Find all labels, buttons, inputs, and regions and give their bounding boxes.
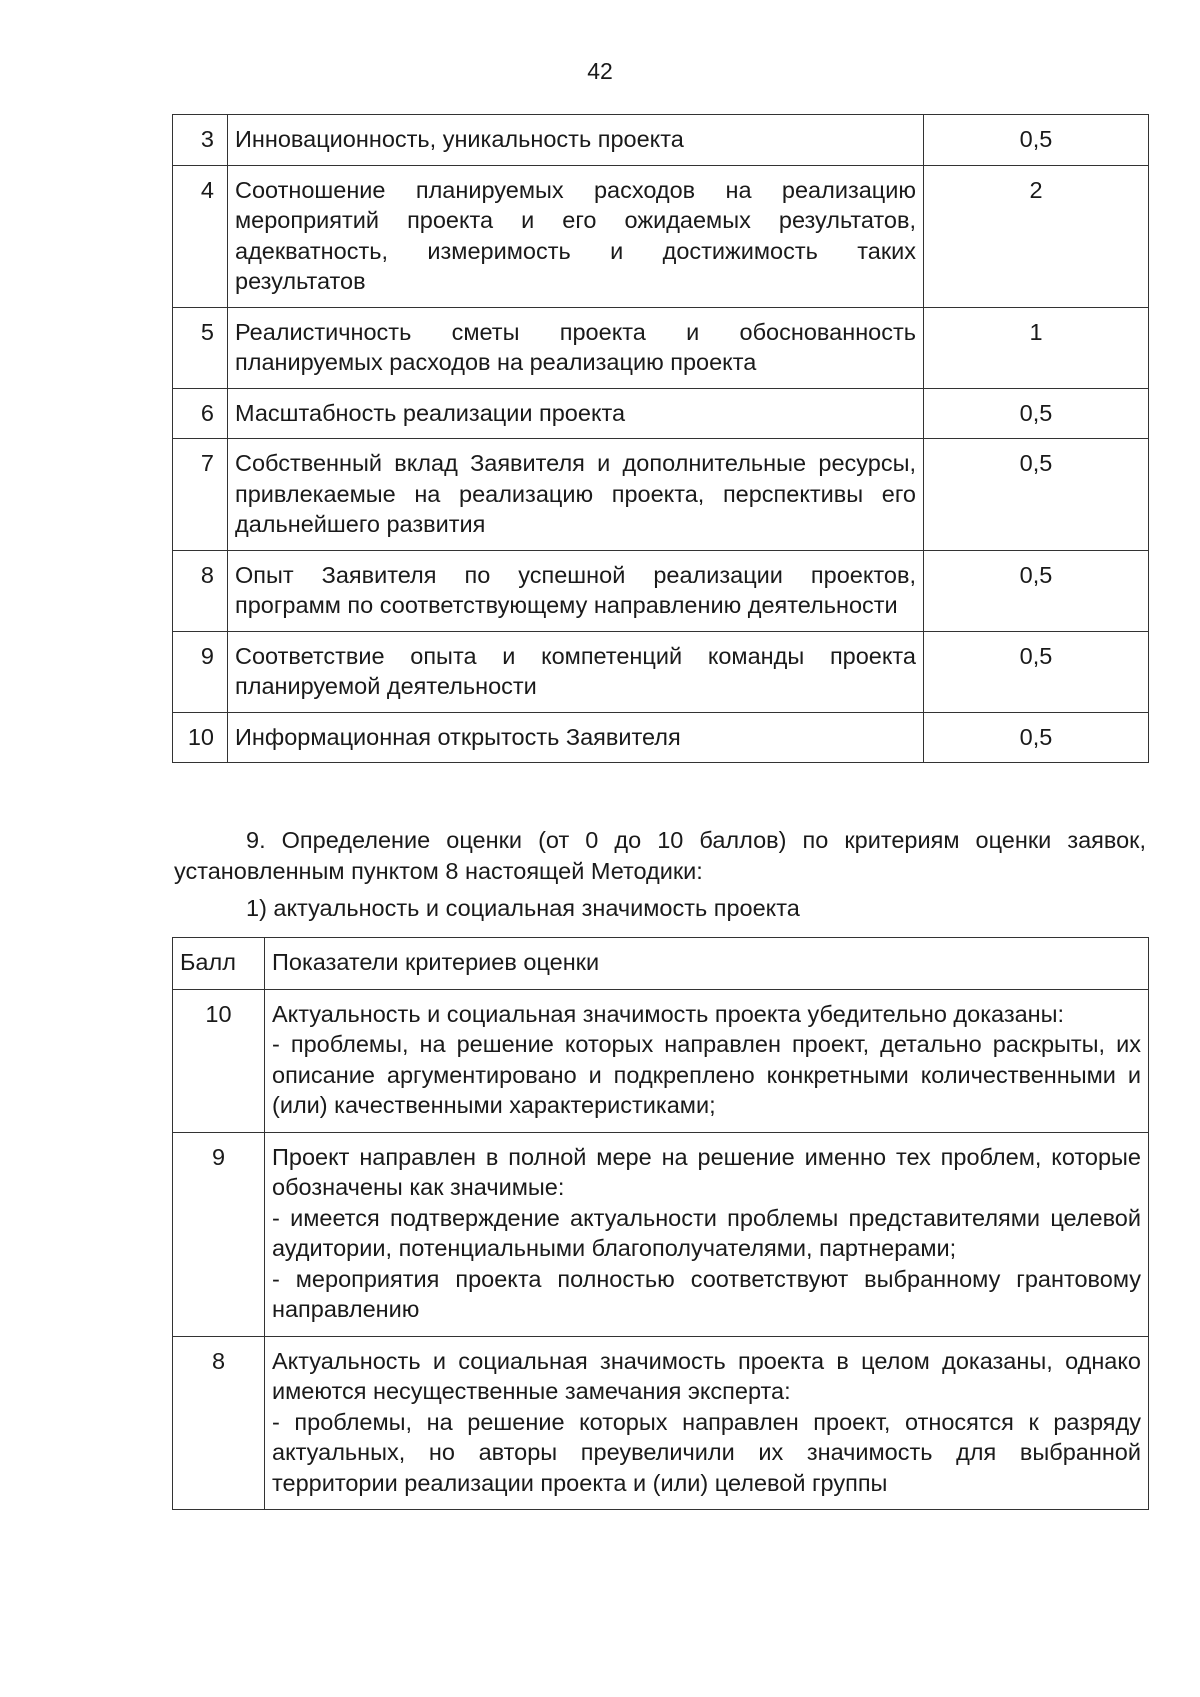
score-indicators-table — [172, 937, 1149, 1510]
indicator-line: - имеется подтверждение актуальности проблемы представителями целевой аудитории, потенциальными благополучателями, партнерами; — [272, 1204, 1141, 1261]
criterion-number: 6 — [173, 388, 228, 439]
criterion-description: Соотношение планируемых расходов на реализацию мероприятий проекта и его ожидаемых результатов, адекватность, измеримость и достижимость таких результатов — [228, 165, 924, 307]
criterion-number: 5 — [173, 307, 228, 388]
criterion-weight: 0,5 — [924, 712, 1149, 763]
table-row — [173, 550, 1149, 631]
paragraph-9: 9. Определение оценки (от 0 до 10 баллов) по критериям оценки заявок, установленным пунктом 8 настоящей Методики: — [174, 827, 1146, 884]
table-header-row — [173, 938, 1149, 990]
criterion-number: 3 — [173, 115, 228, 166]
indicator-line: - мероприятия проекта полностью соответствуют выбранному грантовому направлению — [272, 1265, 1141, 1322]
score-value: 10 — [173, 989, 265, 1132]
criterion-weight: 0,5 — [924, 439, 1149, 551]
indicator-line: Актуальность и социальная значимость проекта в целом доказаны, однако имеются несущественные замечания эксперта: — [272, 1347, 1141, 1404]
criterion-weight: 0,5 — [924, 631, 1149, 712]
criterion-number: 9 — [173, 631, 228, 712]
criterion-weight: 1 — [924, 307, 1149, 388]
score-value: 8 — [173, 1336, 265, 1510]
column-header-score: Балл — [173, 938, 265, 990]
criterion-description: Масштабность реализации проекта — [228, 388, 924, 439]
criterion-description: Информационная открытость Заявителя — [228, 712, 924, 763]
indicator-line: - проблемы, на решение которых направлен проект, относятся к разряду актуальных, но авторы преувеличили их значимость для выбранной территории реализации проекта и (или) целевой группы — [272, 1408, 1141, 1496]
indicator-line: Актуальность и социальная значимость проекта убедительно доказаны: — [272, 1000, 1065, 1027]
table-row — [173, 388, 1149, 439]
table-row — [173, 1132, 1149, 1336]
table-row — [173, 631, 1149, 712]
criterion-number: 10 — [173, 712, 228, 763]
page-number: 42 — [587, 58, 613, 84]
criterion-weight: 0,5 — [924, 388, 1149, 439]
indicator-line: Проект направлен в полной мере на решение именно тех проблем, которые обозначены как значимые: — [272, 1143, 1141, 1200]
table-row — [173, 307, 1149, 388]
score-indicators — [265, 989, 1149, 1132]
criterion-description: Собственный вклад Заявителя и дополнительные ресурсы, привлекаемые на реализацию проекта, перспективы его дальнейшего развития — [228, 439, 924, 551]
column-header-indicators: Показатели критериев оценки — [265, 938, 1149, 990]
table-row — [173, 165, 1149, 307]
indicator-line: - проблемы, на решение которых направлен проект, детально раскрыты, их описание аргументировано и подкреплено конкретными количественными и (или) качественными характеристиками; — [272, 1031, 1141, 1118]
table-row — [173, 989, 1149, 1132]
criterion-description: Соответствие опыта и компетенций команды проекта планируемой деятельности — [228, 631, 924, 712]
subheading-relevance: 1) актуальность и социальная значимость проекта — [246, 895, 800, 921]
table-row — [173, 439, 1149, 551]
criterion-number: 7 — [173, 439, 228, 551]
criteria-weights-table — [172, 114, 1149, 763]
criterion-weight: 2 — [924, 165, 1149, 307]
score-indicators — [265, 1336, 1149, 1510]
table-row — [173, 712, 1149, 763]
criterion-number: 4 — [173, 165, 228, 307]
criterion-description: Реалистичность сметы проекта и обоснованность планируемых расходов на реализацию проекта — [228, 307, 924, 388]
criterion-weight: 0,5 — [924, 115, 1149, 166]
criterion-description: Инновационность, уникальность проекта — [228, 115, 924, 166]
score-indicators — [265, 1132, 1149, 1336]
table-row — [173, 1336, 1149, 1510]
criterion-number: 8 — [173, 550, 228, 631]
table-row — [173, 115, 1149, 166]
criterion-weight: 0,5 — [924, 550, 1149, 631]
criterion-description: Опыт Заявителя по успешной реализации проектов, программ по соответствующему направлению деятельности — [228, 550, 924, 631]
score-value: 9 — [173, 1132, 265, 1336]
